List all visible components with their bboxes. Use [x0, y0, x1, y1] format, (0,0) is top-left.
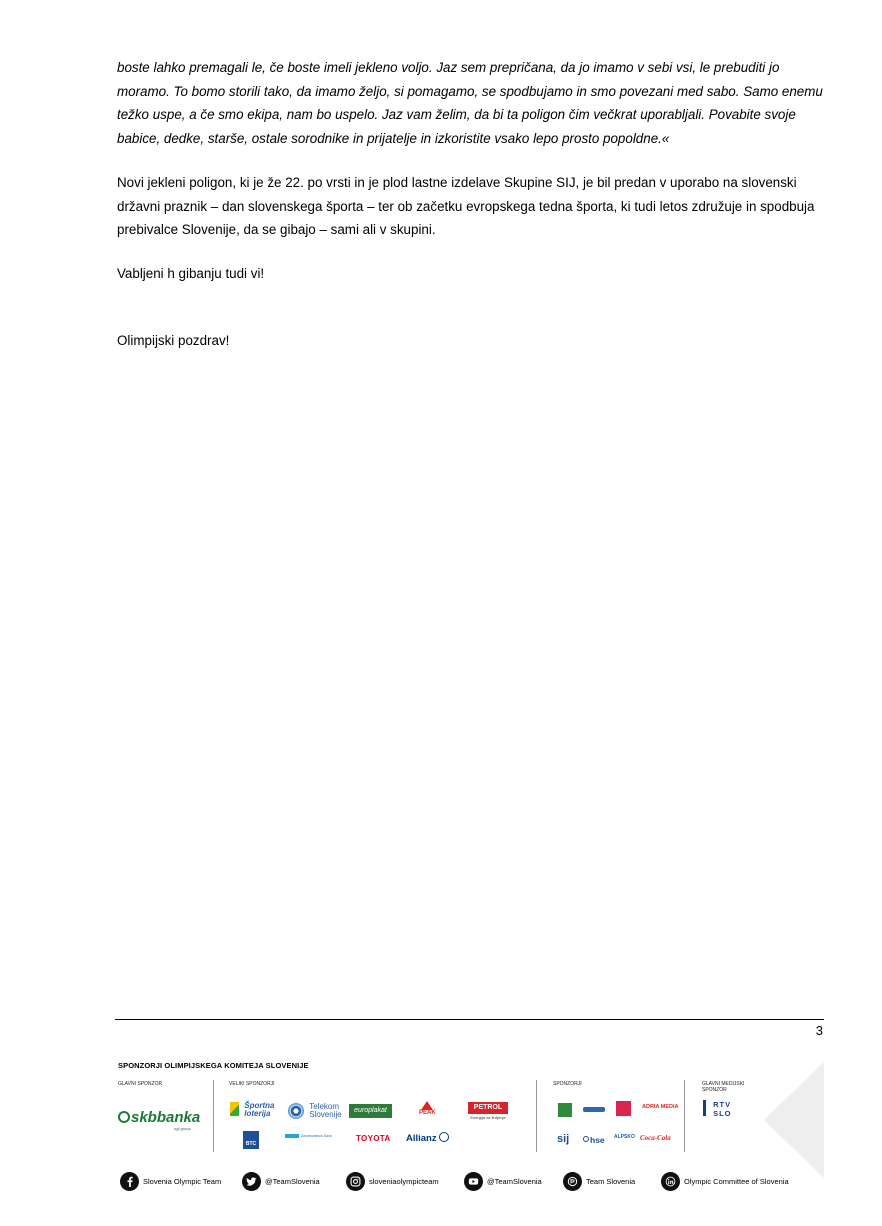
btc-logo: BTC	[243, 1131, 259, 1149]
instagram-icon	[346, 1172, 365, 1191]
decorative-triangle	[764, 1062, 824, 1178]
social-label: Slovenia Olympic Team	[143, 1176, 222, 1186]
social-linkedin[interactable]	[661, 1171, 789, 1191]
big-sponsors-label: VELIKI SPONZORJI	[229, 1081, 275, 1087]
footer-rule	[115, 1019, 824, 1020]
rtv-slo-logo: RTV SLO	[703, 1100, 732, 1118]
column-divider	[684, 1080, 685, 1152]
sponsors-label: SPONZORJI	[553, 1081, 582, 1087]
linkedin-icon	[661, 1172, 680, 1191]
sponsors-title: SPONZORJI OLIMPIJSKEGA KOMITEJA SLOVENIJE	[118, 1061, 309, 1070]
quote-paragraph: boste lahko premagali le, če boste imeli jekleno voljo. Jaz sem prepričana, da jo imamo v sebi vsi, le prebuditi jo moramo. To bomo storili tako, da imamo željo, si pomagamo, se spodbujamo in smo povezani med sabo. Samo enemu težko uspe, a če smo ekipa, nam bo uspelo. Jaz vam želim, da bi ta poligon čim večkrat uporabljali. Povabite svoje babice, dedke, starše, ostale sorodnike in prijatelje in izkoristite vsako lepo prosto popoldne.«	[117, 60, 823, 146]
sij-logo: sij	[557, 1133, 570, 1145]
invitation-paragraph: Vabljeni h gibanju tudi vi!	[117, 266, 265, 281]
alpsko-logo: ALPSKO	[614, 1134, 635, 1140]
social-label: @TeamSlovenia	[265, 1176, 320, 1186]
body-paragraph: Novi jekleni poligon, ki je že 22. po vrsti in je plod lastne izdelave Skupine SIJ, je bil predan v uporabo na slovenski državni praznik – dan slovenskega športa – ter ob začetku evropskega tedna športa, ki tudi letos združuje in spodbuja prebivalce Slovenije, da se gibajo – sami ali v skupini.	[117, 175, 815, 237]
column-divider	[213, 1080, 214, 1152]
toyota-logo: TOYOTA	[356, 1134, 391, 1143]
social-snapchat[interactable]	[563, 1171, 635, 1191]
peak-logo: PEAK	[419, 1101, 436, 1117]
skb-banka-logo: skbbanka ogl group	[118, 1109, 200, 1126]
page-number: 3	[815, 1023, 823, 1038]
europlakat-logo: europlakat	[349, 1104, 392, 1118]
social-facebook[interactable]	[120, 1171, 221, 1191]
social-label: Team Slovenia	[586, 1176, 636, 1186]
twitter-icon	[242, 1172, 261, 1191]
adria-media-logo: ADRIA MEDIA	[642, 1104, 679, 1110]
social-twitter[interactable]	[242, 1171, 320, 1191]
hse-logo: hse	[583, 1135, 605, 1145]
youtube-icon	[464, 1172, 483, 1191]
social-youtube[interactable]	[464, 1171, 542, 1191]
sponsor-green-logo	[558, 1103, 572, 1117]
facebook-icon	[120, 1172, 139, 1191]
closing-greeting: Olimpijski pozdrav!	[117, 333, 230, 348]
sponsor-blue-logo	[583, 1107, 605, 1112]
sponsor-red-logo	[616, 1101, 631, 1116]
sportna-loterija-logo: Športna loterija	[230, 1102, 274, 1118]
snapchat-icon	[563, 1172, 582, 1191]
media-sponsor-label: GLAVNI MEDIJSKI SPONZOR	[702, 1081, 745, 1093]
social-label: @TeamSlovenia	[487, 1176, 542, 1186]
petrol-logo: PETROL Energija za življenje	[468, 1102, 508, 1120]
zavarovalnica-sava-logo: Zavarovalnica Sava	[285, 1134, 332, 1138]
social-instagram[interactable]	[346, 1171, 439, 1191]
main-sponsor-label: GLAVNI SPONZOR	[118, 1081, 163, 1087]
coca-cola-logo: Coca-Cola	[640, 1134, 671, 1142]
column-divider	[536, 1080, 537, 1152]
social-label: Olympic Committee of Slovenia	[684, 1176, 789, 1186]
telekom-slovenije-logo: Telekom Slovenije	[288, 1103, 342, 1119]
allianz-logo: Allianz	[406, 1132, 449, 1144]
social-label: sloveniaolympicteam	[369, 1176, 439, 1186]
